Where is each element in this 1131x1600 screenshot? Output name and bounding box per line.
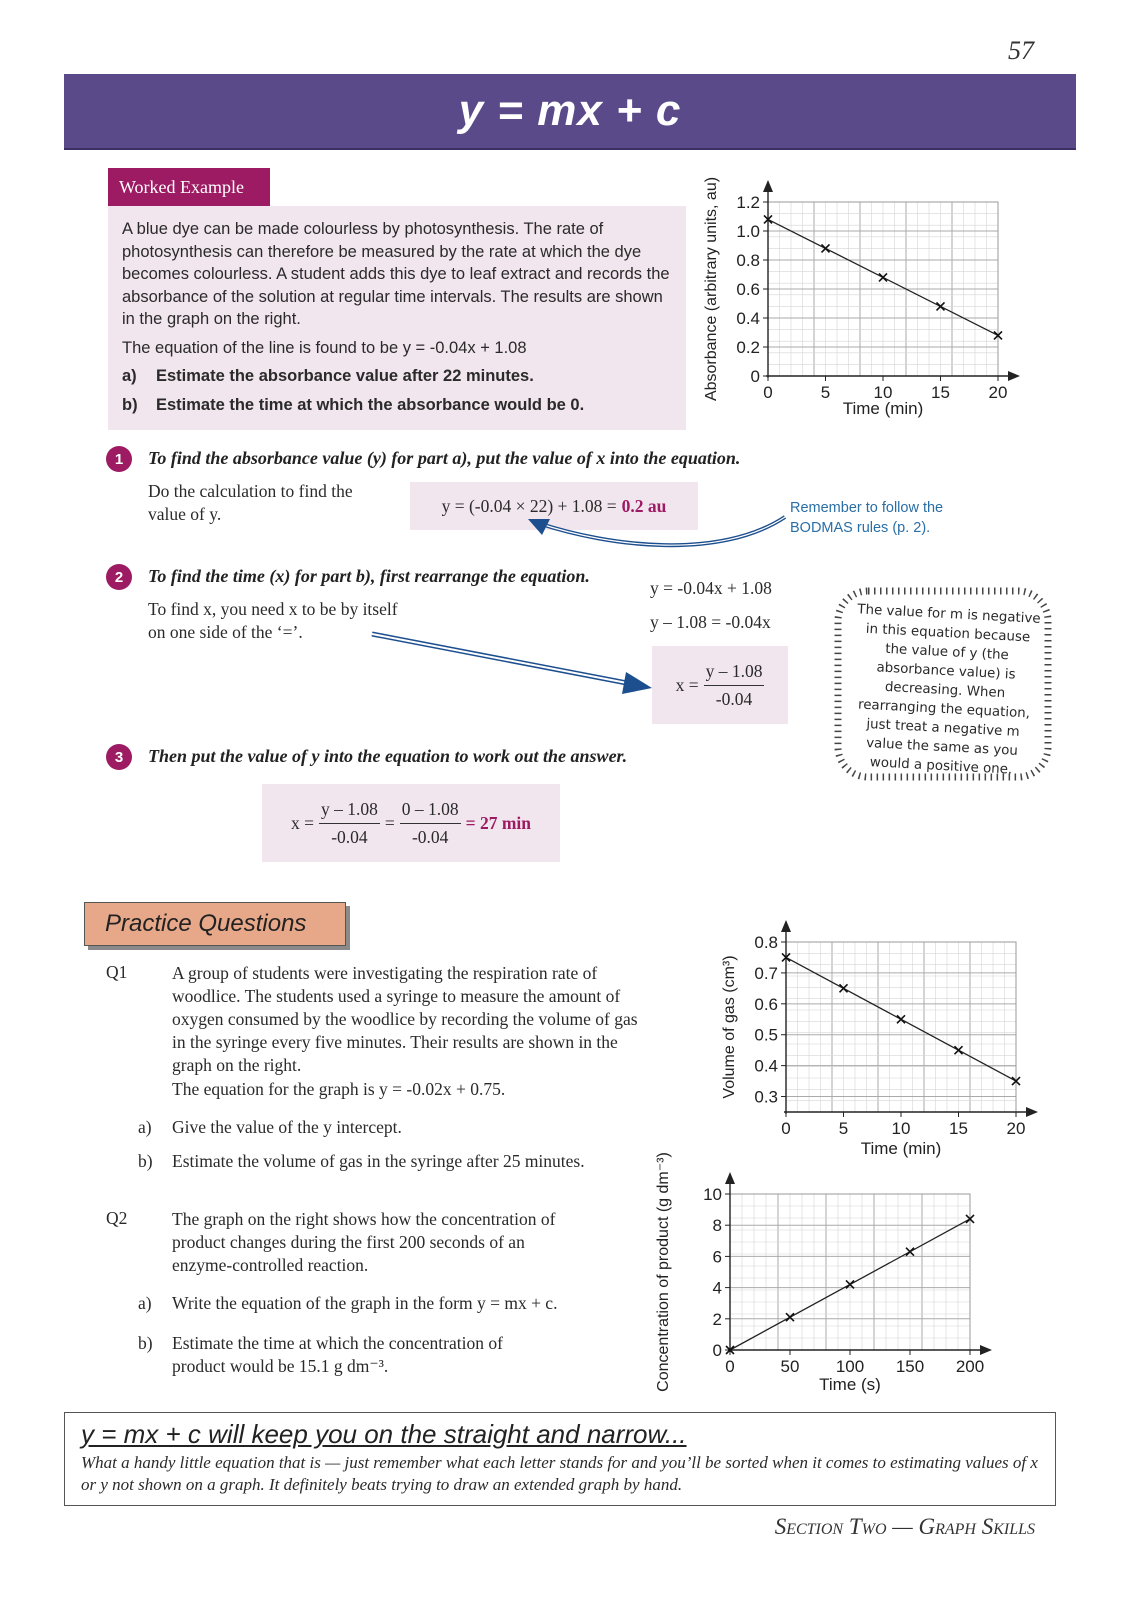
x-axis-label: Time (min) [842,399,924,418]
q1-text: A group of students were investigating the respiration rate of woodlice. The students used a syringe to measure the amount of oxygen consumed by the woodlice by recording the volume of gas in the syringe every five minutes. Their results are shown in the graph on the right. [172,963,638,1075]
worked-question-b [122,394,676,417]
q2-part-b-number: b) [138,1333,153,1353]
x-tick-label: 10 [891,1119,911,1138]
equals-sign: = [384,812,395,833]
title-bar [64,74,1076,150]
step-2-equation-2: y – 1.08 = -0.04x [650,612,771,632]
x-tick-label: 0 [781,1119,791,1138]
step-1-heading: To find the absorbance value (y) for part a), put the value of x into the equation. [148,448,741,468]
page-number: 57 [1008,36,1034,65]
fraction-denominator: -0.04 [411,826,449,847]
concentration-chart [650,1152,1010,1408]
x-tick-label: 100 [835,1357,865,1376]
y-tick-label: 8 [712,1216,722,1236]
step-3-number: 3 [106,744,132,770]
y-axis-arrow [781,920,791,932]
y-tick-label: 0.4 [736,309,760,328]
volume-gas-chart [718,924,1048,1174]
footer-box [64,1412,1056,1506]
x-tick-label: 0 [763,383,773,402]
y-axis-label: Absorbance (arbitrary units, au) [703,176,720,402]
page-title: y = mx + c [458,86,682,135]
x-axis-label: Time (s) [819,1375,881,1394]
x-axis-arrow [1008,371,1020,381]
q2-part-b-text: Estimate the time at which the concentration of product would be 15.1 g dm⁻³. [172,1333,503,1376]
absorbance-chart [700,170,1040,430]
x-axis-label: Time (min) [860,1139,942,1158]
x-tick-label: 50 [780,1357,800,1376]
question-text: Estimate the time at which the absorbance would be 0. [156,395,585,414]
y-tick-label: 4 [712,1278,722,1298]
y-tick-label: 0.7 [754,963,778,983]
y-tick-label: 0.8 [736,251,760,270]
bodmas-note: Remember to follow the BODMAS rules (p. 2). [790,500,944,536]
y-tick-label: 0.4 [754,1056,778,1076]
y-axis-label: Volume of gas (cm³) [721,955,738,1099]
y-tick-label: 10 [703,1185,722,1204]
q2-number: Q2 [106,1208,128,1228]
side-note-text: The value for m is negative in this equation because the value of y (the absorbance value) is decreasing. When rearranging the equation, just treat a negative m value the same as you would a positive one. [856,602,1041,778]
fraction-denominator: -0.04 [331,826,368,847]
y-tick-label: 0.8 [754,933,778,952]
x-tick-label: 5 [820,383,831,402]
y-tick-label: 6 [712,1247,722,1267]
step-1-answer: 0.2 au [621,495,667,516]
y-tick-label: 0.3 [754,1087,778,1107]
fraction-numerator: y – 1.08 [704,661,765,686]
x-tick-label: 15 [949,1119,968,1138]
step-1-body: Do the calculation to find the value of y. [148,481,353,524]
step-3-result: = 27 min [465,812,532,833]
side-note [832,585,1054,783]
y-tick-label: 0.5 [754,1025,778,1045]
q1-part-a-text: Give the value of the y intercept. [172,1117,402,1137]
y-tick-label: 0.2 [736,338,760,357]
question-text: Estimate the absorbance value after 22 minutes. [156,367,534,385]
fraction [704,661,765,710]
y-axis-label: Concentration of product (g dm⁻³) [655,1152,672,1392]
step-2-fraction-box [652,646,788,724]
y-tick-label: 2 [712,1309,722,1329]
x-tick-label: 20 [1006,1119,1026,1138]
section-label: Section Two — Graph Skills [774,1514,1035,1539]
step-1-number: 1 [106,446,132,472]
question-number: b) [122,395,138,414]
x-tick-label: 10 [873,383,893,402]
y-tick-label: 0 [750,367,760,386]
q2-part-a-number: a) [138,1293,152,1313]
y-tick-label: 0.6 [736,280,760,299]
worked-example-label: Worked Example [108,168,270,206]
step-1-arrow [520,505,790,555]
step-1-calculation: y = (-0.04 × 22) + 1.08 = [441,495,617,516]
worked-example-equation: The equation of the line is found to be y = -0.04x + 1.08 [122,338,527,357]
y-axis-arrow [763,180,773,192]
y-tick-label: 1.0 [736,222,760,241]
fraction-numerator: y – 1.08 [319,799,380,824]
step-2-arrow [370,628,660,698]
x-tick-label: 15 [931,383,950,402]
step-3-heading: Then put the value of y into the equation to work out the answer. [148,746,628,766]
step-2-heading: To find the time (x) for part b), first rearrange the equation. [148,566,590,586]
q1-equation: The equation for the graph is y = -0.02x + 0.75. [172,1079,506,1099]
q2-part-a-text: Write the equation of the graph in the form y = mx + c. [172,1293,558,1313]
fraction [319,799,380,848]
y-tick-label: 0.6 [754,994,778,1014]
worked-example-paragraph: A blue dye can be made colourless by photosynthesis. The rate of photosynthesis can therefore be measured by the rate at which the dye becomes colourless. A student adds this dye to leaf extract and records the absorbance of the solution at regular time intervals. The results are shown in the graph on the right. [122,220,670,328]
practice-questions-heading: Practice Questions [84,902,346,946]
x-equals: x = [675,674,699,695]
x-equals: x = [290,812,314,833]
x-tick-label: 5 [838,1119,849,1138]
x-tick-label: 0 [725,1357,735,1376]
worked-question-a [122,365,676,388]
y-tick-label: 1.2 [736,193,760,212]
x-tick-label: 200 [955,1357,985,1376]
q1-part-a-number: a) [138,1117,152,1137]
q1-number: Q1 [106,962,128,982]
q1-part-b-text: Estimate the volume of gas in the syringe after 25 minutes. [172,1151,585,1171]
x-axis-arrow [980,1345,992,1355]
q1-part-b-number: b) [138,1151,153,1171]
x-tick-label: 20 [988,383,1008,402]
footer-text: What a handy little equation that is — just remember what each letter stands for and you’ll be sorted when it comes to estimating values of x or y not shown on a graph. It definitely beats trying to draw an extended graph by hand. [81,1453,1038,1494]
fraction-numerator: 0 – 1.08 [400,799,461,824]
fraction-denominator: -0.04 [715,688,753,709]
step-2-body: To find x, you need x to be by itself on one side of the ‘=’. [148,599,398,642]
y-tick-label: 0 [712,1341,722,1360]
x-tick-label: 150 [895,1357,925,1376]
q2-text: The graph on the right shows how the concentration of product changes during the first 200 seconds of an enzyme-controlled reaction. [172,1209,556,1275]
x-axis-arrow [1026,1107,1038,1117]
step-3-calculation-box [262,784,560,862]
worked-example-box [108,206,686,430]
fraction [400,799,461,848]
footer-title: y = mx + c will keep you on the straight and narrow... [81,1419,687,1449]
step-2-equation-1: y = -0.04x + 1.08 [650,578,772,598]
question-number: a) [122,367,137,385]
step-2-number: 2 [106,564,132,590]
